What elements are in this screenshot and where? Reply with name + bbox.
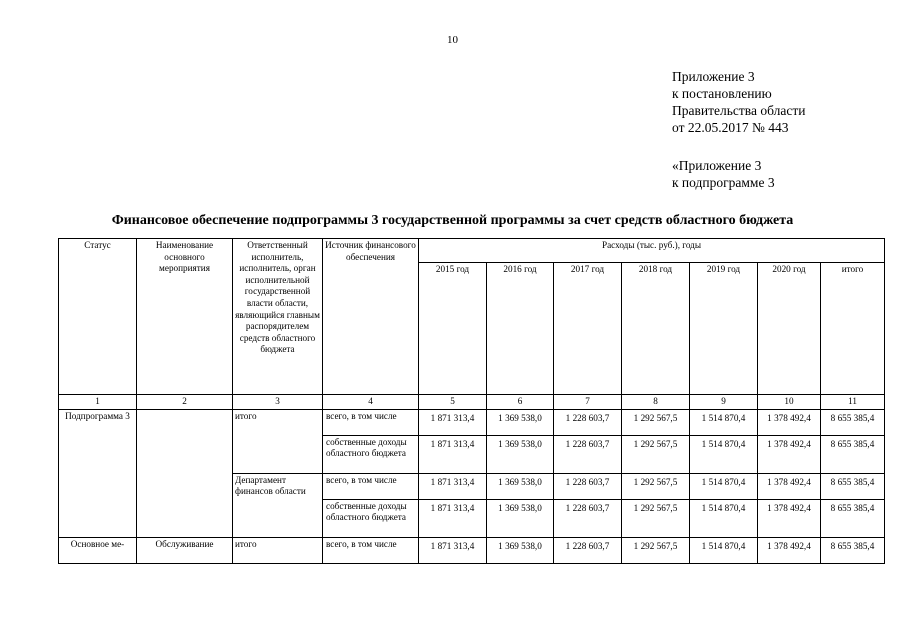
value-cell: 1 369 538,0 <box>487 537 554 563</box>
header-source: Источник финансового обеспечения <box>323 239 419 395</box>
column-number: 2 <box>137 395 233 410</box>
value-cell: 1 514 870,4 <box>690 473 758 499</box>
source-cell: собственные доходы областного бюджета <box>323 499 419 537</box>
value-cell: 1 871 313,4 <box>419 435 487 473</box>
value-cell: 1 378 492,4 <box>758 435 821 473</box>
value-cell: 8 655 385,4 <box>821 499 885 537</box>
value-cell: 1 378 492,4 <box>758 537 821 563</box>
executor-cell: Департамент финансов области <box>233 473 323 537</box>
column-number: 10 <box>758 395 821 410</box>
appendix-line: к постановлению <box>672 86 772 101</box>
value-cell: 1 369 538,0 <box>487 473 554 499</box>
value-cell: 1 228 603,7 <box>554 499 622 537</box>
appendix-line: к подпрограмме 3 <box>672 175 775 190</box>
value-cell: 8 655 385,4 <box>821 473 885 499</box>
source-cell: всего, в том числе <box>323 537 419 563</box>
value-cell: 1 228 603,7 <box>554 473 622 499</box>
column-number: 6 <box>487 395 554 410</box>
value-cell: 8 655 385,4 <box>821 435 885 473</box>
header-total: итого <box>821 263 885 395</box>
header-expenses: Расходы (тыс. руб.), годы <box>419 239 885 263</box>
value-cell: 1 514 870,4 <box>690 537 758 563</box>
appendix-line: «Приложение 3 <box>672 158 762 173</box>
column-number: 1 <box>59 395 137 410</box>
value-cell: 1 292 567,5 <box>622 499 690 537</box>
value-cell: 1 378 492,4 <box>758 499 821 537</box>
value-cell: 1 871 313,4 <box>419 473 487 499</box>
value-cell: 8 655 385,4 <box>821 537 885 563</box>
header-name: Наименование основного мероприятия <box>137 239 233 395</box>
header-year: 2018 год <box>622 263 690 395</box>
appendix-line: Приложение 3 <box>672 69 755 84</box>
value-cell: 1 292 567,5 <box>622 537 690 563</box>
value-cell: 1 514 870,4 <box>690 435 758 473</box>
column-number: 7 <box>554 395 622 410</box>
column-number: 3 <box>233 395 323 410</box>
financing-table <box>58 238 885 564</box>
column-number-row <box>59 395 885 410</box>
value-cell: 1 378 492,4 <box>758 409 821 435</box>
source-cell: всего, в том числе <box>323 409 419 435</box>
column-number: 11 <box>821 395 885 410</box>
page-number: 10 <box>447 34 458 46</box>
status-cell: Подпрограмма 3 <box>59 409 137 537</box>
value-cell: 1 871 313,4 <box>419 409 487 435</box>
header-year: 2015 год <box>419 263 487 395</box>
value-cell: 1 514 870,4 <box>690 409 758 435</box>
name-cell <box>137 409 233 537</box>
value-cell: 8 655 385,4 <box>821 409 885 435</box>
table-row <box>59 537 885 563</box>
header-executor: Ответственный исполнитель, исполнитель, орган исполнительной государственной власти области, являющийся главным распорядителем средств областного бюджета <box>233 239 323 395</box>
value-cell: 1 228 603,7 <box>554 537 622 563</box>
value-cell: 1 292 567,5 <box>622 473 690 499</box>
table-row <box>59 409 885 435</box>
column-number: 8 <box>622 395 690 410</box>
column-number: 9 <box>690 395 758 410</box>
value-cell: 1 228 603,7 <box>554 409 622 435</box>
appendix-line: Правительства области <box>672 103 806 118</box>
value-cell: 1 871 313,4 <box>419 537 487 563</box>
source-cell: собственные доходы областного бюджета <box>323 435 419 473</box>
header-year: 2017 год <box>554 263 622 395</box>
column-number: 4 <box>323 395 419 410</box>
value-cell: 1 369 538,0 <box>487 435 554 473</box>
header-status: Статус <box>59 239 137 395</box>
header-year: 2016 год <box>487 263 554 395</box>
header-year: 2019 год <box>690 263 758 395</box>
name-cell: Обслуживание <box>137 537 233 563</box>
status-cell: Основное ме- <box>59 537 137 563</box>
value-cell: 1 369 538,0 <box>487 499 554 537</box>
value-cell: 1 228 603,7 <box>554 435 622 473</box>
appendix-line: от 22.05.2017 № 443 <box>672 120 789 135</box>
value-cell: 1 369 538,0 <box>487 409 554 435</box>
appendix-subheader <box>672 157 775 191</box>
value-cell: 1 871 313,4 <box>419 499 487 537</box>
header-year: 2020 год <box>758 263 821 395</box>
column-number: 5 <box>419 395 487 410</box>
executor-cell: итого <box>233 537 323 563</box>
appendix-header <box>672 68 805 136</box>
value-cell: 1 378 492,4 <box>758 473 821 499</box>
source-cell: всего, в том числе <box>323 473 419 499</box>
value-cell: 1 292 567,5 <box>622 409 690 435</box>
executor-cell: итого <box>233 409 323 473</box>
value-cell: 1 514 870,4 <box>690 499 758 537</box>
value-cell: 1 292 567,5 <box>622 435 690 473</box>
document-title: Финансовое обеспечение подпрограммы 3 государственной программы за счет средств областного бюджета <box>111 213 794 228</box>
